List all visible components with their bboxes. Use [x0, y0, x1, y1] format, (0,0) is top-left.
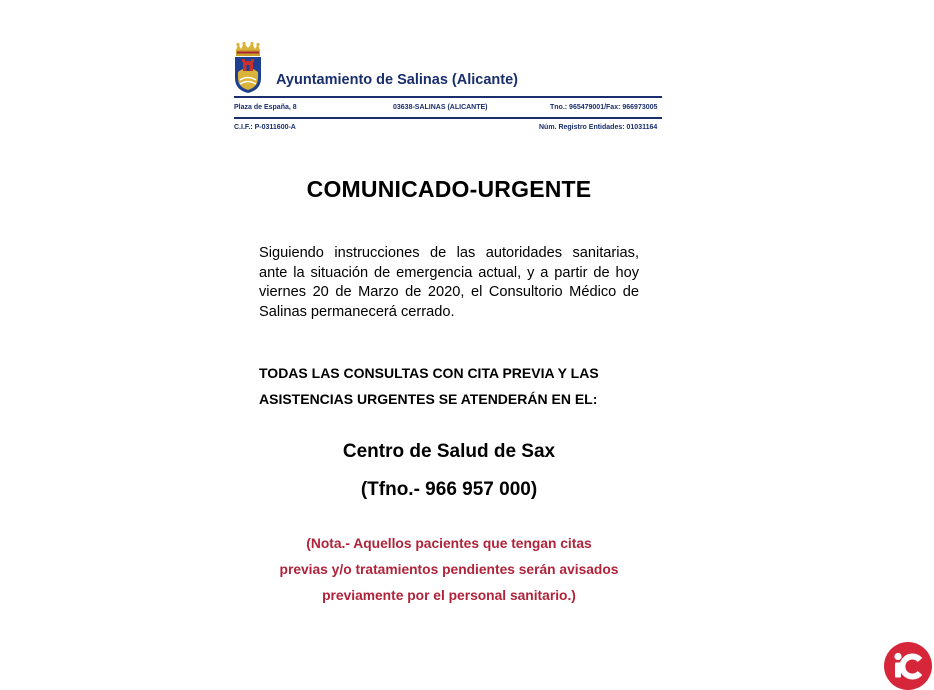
note-line-1: (Nota.- Aquellos pacientes que tengan citas	[306, 536, 592, 551]
address-text: Plaza de España, 8	[234, 104, 297, 111]
ic-logo-icon	[884, 642, 932, 690]
note-line-3: previamente por el personal sanitario.)	[322, 588, 576, 603]
letterhead-rule-top	[234, 96, 662, 98]
notice-headline: COMUNICADO-URGENTE	[306, 176, 592, 202]
coat-of-arms-icon	[232, 42, 264, 94]
cif-text: C.I.F.: P-0311600-A	[234, 124, 296, 131]
consultations-line-2: ASISTENCIAS URGENTES SE ATENDERÁN EN EL:	[259, 391, 598, 407]
consultations-line-1: TODAS LAS CONSULTAS CON CITA PREVIA Y LAS	[259, 365, 599, 381]
phone-fax-text: Tno.: 965479001/Fax: 966973005	[550, 104, 658, 111]
notice-body: Siguiendo instrucciones de las autoridades sanitarias, ante la situación de emergencia actual, y a partir de hoy viernes 20 de Marzo de 2020, el Consultorio Médico de Salinas permanecerá cerrado.	[259, 245, 639, 320]
note-line-2: previas y/o tratamientos pendientes serán avisados	[279, 562, 619, 577]
organization-name: Ayuntamiento de Salinas (Alicante)	[276, 72, 518, 88]
letterhead-rule-bottom	[234, 117, 662, 119]
health-center-name: Centro de Salud de Sax	[342, 441, 556, 462]
health-center-phone: (Tfno.- 966 957 000)	[360, 479, 538, 500]
postal-text: 03638-SALINAS (ALICANTE)	[393, 104, 488, 111]
registry-text: Núm. Registro Entidades: 01031164	[539, 124, 658, 131]
